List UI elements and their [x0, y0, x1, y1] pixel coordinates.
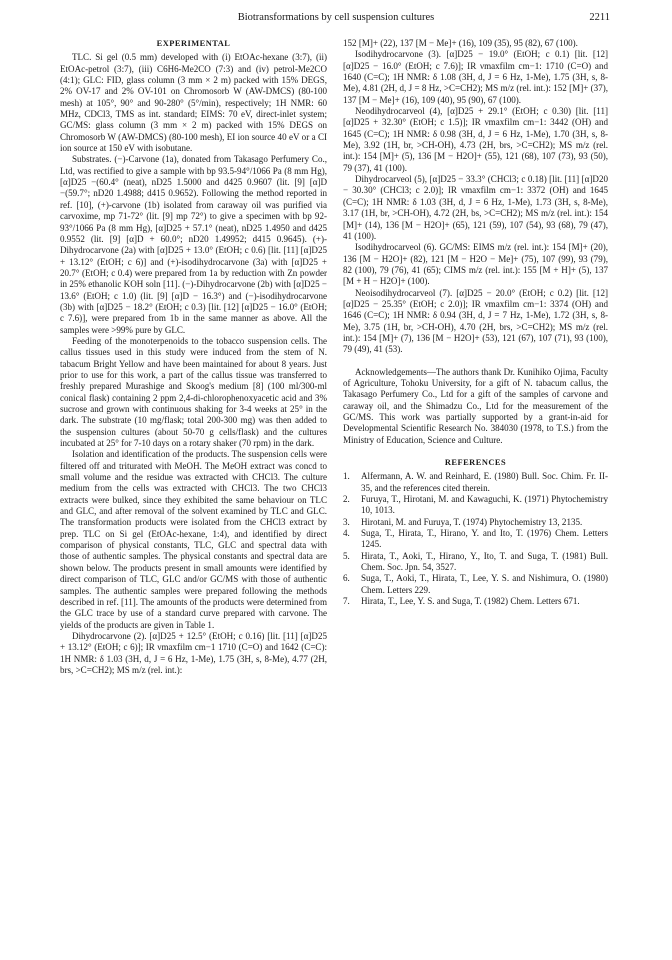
paragraph: Dihydrocarveol (5), [α]D25 − 33.3° (CHCl3; c 0.18) [lit. [11] [α]D20 − 30.30° (CHCl3; c 2.0)]; IR νmaxfilm cm−1: 3372 (OH) and 1645 (C=C); 1H NMR: δ 1.03 (3H, d, J = 6 Hz, 1-Me), 1.73 (3H, s, 8-Me), 3.17 (1H, br, >CH-OH), 4.72 (2H, bs, >C=CH2); MS m/z (rel. int.): 154 [M]+ (14), 136 [M − H2O]+ (65), 121 (59), 107 (54), 93 (68), 79 (47), 41 (100). [343, 174, 608, 241]
right-column [343, 38, 608, 608]
reference-item [343, 471, 608, 494]
reference-number: 2. [343, 494, 350, 505]
paragraph: 152 [M]+ (22), 137 [M − Me]+ (16), 109 (35), 95 (82), 67 (100). [343, 38, 578, 48]
paragraph: TLC. Si gel (0.5 mm) developed with (i) EtOAc-hexane (3:7), (ii) EtOAc-petrol (3:7), (iii) C6H6-Me2CO (7:3) and (iv) petrol-Me2CO (4:1); GLC: FID, glass column (3 mm × 2 m) packed with 15% DEGS, 2% OV-17 and 2% OV-101 on Chromosorb W (AW-DMCS) (80-100 mesh) at 105°, 90° and 90-280° (5°/min), respectively; 1H NMR: 60 MHz, CDCl3, TMS as int. standard; EIMS: 70 eV, direct-inlet system; GC/MS: glass column (3 mm × 2 m) packed with 15% DEGS on Chromosorb W (AW-DMCS) (80-100 mesh), EI ion source 40 eV or a CI ion source at 150 eV with isobutane. [60, 52, 327, 154]
reference-item [343, 573, 608, 596]
spacer [343, 356, 608, 367]
paragraph: Dihydrocarvone (2). [α]D25 + 12.5° (EtOH; c 0.16) [lit. [11] [α]D25 + 13.12° (EtOH; c 6)]; IR νmaxfilm cm−1 1710 (C=O) and 1642 (C=C): 1H NMR: δ 1.03 (3H, d, J = 6 Hz, 1-Me), 1.75 (3H, s, 8-Me), 4.77 (2H, brs, >C=CH2); MS m/z (rel. int.): [60, 630, 327, 675]
reference-number: 4. [343, 528, 350, 539]
left-column [60, 38, 327, 676]
section-heading: REFERENCES [444, 458, 507, 468]
running-title: Biotransformations by cell suspension cultures [237, 12, 435, 23]
reference-text: Suga, T., Aoki, T., Hirata, T., Lee, Y. S. and Nishimura, O. (1980) Chem. Letters 229. [361, 573, 608, 595]
paragraph: Neodihydrocarveol (4), [α]D25 + 29.1° (EtOH; c 0.30) [lit. [11] [α]D25 + 32.30° (EtOH; c 1.5)]; IR νmaxfilm cm−1: 3442 (OH) and 1645 (C=C); 1H NMR: δ 0.98 (3H, d, J = 6 Hz, 1-Me), 1.70 (3H, s, 8-Me), 3.92 (1H, br, >CH-OH), 4.73 (2H, brs, >C=CH2); MS m/z (rel. int.): 154 [M]+ (5), 136 [M − H2O]+ (55), 121 (68), 107 (73), 93 (50), 79 (37), 41 (100). [343, 106, 608, 173]
reference-text: Hirotani, M. and Furuya, T. (1974) Phytochemistry 13, 2135. [361, 516, 583, 527]
reference-number: 6. [343, 573, 350, 584]
paragraph: Substrates. (−)-Carvone (1a), donated from Takasago Perfumery Co., Ltd, was rectified to give a sample with bp 93.5-94°/1066 Pa (8 mm Hg), [α]D25 −(60.4° (neat), nD25 1.5000 and d425 0.9607 (lit. [9] [α]D −(59.7°; nD20 1.4988; d415 0.9652). Following the method reported in ref. [10], (+)-carvone (1b) isolated from caraway oil was purified via carvoxime, mp 71-72° (lit. [9] mp 72°) to give a specimen with bp 92-93°/1066 Pa (8 mm Hg), [α]D25 + 57.1° (neat), nD25 1.4950 and d425 0.9552 (lit. [9] [α]D + 60.0°; nD20 1.49952; d415 0.9645). (+)-Dihydrocarvone (2a) with [α]D25 + 13.0° (EtOH; c 0.6) [lit. [11] [α]D25 + 13.12° (EtOH; c 6)] and (+)-isodihydrocarvone (3a) with [α]D25 + 20.7° (EtOH; c 0.4) were prepared from 1a by reduction with Zn powder in 25% ethanolic KOH soln [11]. (−)-Dihydrocarvone (2b) with [α]D25 − 13.6° (EtOH; c 1.0) (lit. [9] [α]D − 16.3°) and (−)-isodihydrocarvone (3b) with [α]D25 − 18.2° (EtOH; c 0.3) [lit. [12] [α]D25 − 16.0° (EtOH; c 7.6)], were prepared from 1b in the same manner as above. All the samples were >99% pure by GLC. [60, 154, 327, 335]
reference-text: Hirata, T., Aoki, T., Hirano, Y., Ito, T. and Suga, T. (1981) Bull. Chem. Soc. Jpn. 54, 3527. [361, 550, 608, 573]
reference-text: Suga, T., Hirata, T., Hirano, Y. and Ito, T. (1976) Chem. Letters 1245. [361, 528, 608, 550]
reference-list [343, 471, 608, 607]
reference-item [343, 528, 608, 551]
reference-number: 1. [343, 471, 350, 482]
reference-item [343, 596, 608, 607]
reference-item [343, 517, 608, 528]
reference-number: 3. [343, 516, 350, 527]
section-heading: EXPERIMENTAL [156, 39, 231, 48]
paragraph: Acknowledgements—The authors thank Dr. Kunihiko Ojima, Faculty of Agriculture, Tohoku University, for a gift of N. tabacum callus, the Takasago Perfumery Co., Ltd for a gift of the samples of carvone and caraway oil, and the Shimadzu Co., Ltd for the measurement of the GC/MS. This work was partially supported by a grant-in-aid for Developmental Scientific Research No. 384030 (1978, to T.S.) from the Ministry of Education, Science and Culture. [343, 366, 608, 445]
page-number: 2211 [589, 12, 610, 23]
reference-number: 7. [343, 596, 350, 607]
reference-text: Alfermann, A. W. and Reinhard, E. (1980) Bull. Soc. Chim. Fr. II-35, and the references cited therein. [361, 471, 608, 493]
reference-item [343, 494, 608, 517]
paragraph: Isodihydrocarveol (6). GC/MS: EIMS m/z (rel. int.): 154 [M]+ (20), 136 [M − H2O]+ (82), 121 [M − H2O − Me]+ (75), 107 (99), 93 (79), 82 (100), 79 (76), 41 (65); CIMS m/z (rel. int.): 155 [M + H]+ (5), 137 [M + H − H2O]+ (100). [343, 242, 608, 287]
paragraph: Neoisodihydrocarveol (7). [α]D25 − 20.0° (EtOH; c 0.2) [lit. [12] [α]D25 − 25.35° (EtOH; c 2.0)]; IR νmaxfilm cm−1: 3374 (OH) and 1646 (C=C); 1H NMR: δ 0.94 (3H, d, J = 7 Hz, 1-Me), 1.72 (3H, s, 8-Me), 3.75 (1H, br, >CH-OH), 4.70 (2H, brs, >C=CH2); MS m/z (rel. int.): 154 [M]+ (7), 136 [M − H2O]+ (53), 121 (67), 107 (71), 93 (100), 79 (49), 41 (53). [343, 287, 608, 355]
paragraph: Isolation and identification of the products. The suspension cells were filtered off and triturated with MeOH. The MeOH extract was concd to small volume and the residue was extracted with CHCl3. The culture medium from the cells was extracted with CHCl3. The two CHCl3 extracts were bulked, since they exhibited the same behaviour on TLC and GLC, and after removal of the solvent examined by TLC and GLC. The transformation products were isolated from the CHCl3 extract by prep. TLC on Si gel (EtOAc-hexane, 1:4), and identified by direct comparison of physical constants, TLC, GLC and spectral data with those of authentic samples. The physical constants and spectral data are shown below. The products present in small amounts were identified by direct comparison of TLC, GLC and/or GC/MS with those of authentic samples. The authentic samples were prepared following the methods described in ref. [11]. The amounts of the products were determined from the GLC trace by use of a standard curve prepared with carvone. The yields of the products are given in Table 1. [60, 449, 327, 630]
running-header [0, 12, 672, 26]
paragraph: Isodihydrocarvone (3). [α]D25 − 19.0° (EtOH; c 0.1) [lit. [12] [α]D25 − 16.0° (EtOH; c 7.6)]; IR νmaxfilm cm−1: 1710 (C=O) and 1640 (C=C); 1H NMR: δ 1.08 (3H, d, J = 6 Hz, 1-Me), 1.75 (3H, s, 8-Me), 4.81 (2H, d, J = 8 Hz, >C=CH2); MS m/z (rel. int.): 152 [M]+ (37), 137 [M − Me]+ (16), 109 (40), 95 (90), 67 (100). [343, 49, 608, 105]
reference-text: Furuya, T., Hirotani, M. and Kawaguchi, K. (1971) Phytochemistry 10, 1013. [361, 494, 608, 516]
reference-text: Hirata, T., Lee, Y. S. and Suga, T. (1982) Chem. Letters 671. [361, 596, 580, 607]
reference-item [343, 551, 608, 574]
reference-number: 5. [343, 550, 350, 561]
spacer [343, 446, 608, 457]
paragraph: Feeding of the monoterpenoids to the tobacco suspension cells. The callus tissues used in this study were induced from the stem of N. tabacum Bright Yellow and have been maintained for about 8 years. Just prior to use for this work, a part of the callus tissue was transferred to freshly prepared Murashige and Skoog's medium [8] (100 ml/300-ml conical flask) containing 2 ppm 2,4-di-chlorophenoxyacetic acid and 3% sucrose and grown with continuous shaking for 3-4 weeks at 25° in the dark. The substrate (10 mg/flask; total 200-300 mg) was then added to the suspension cultures (about 50-70 g cells/flask) and the cultures incubated at 25° for 7-10 days on a rotary shaker (70 rpm) in the dark. [60, 335, 327, 449]
